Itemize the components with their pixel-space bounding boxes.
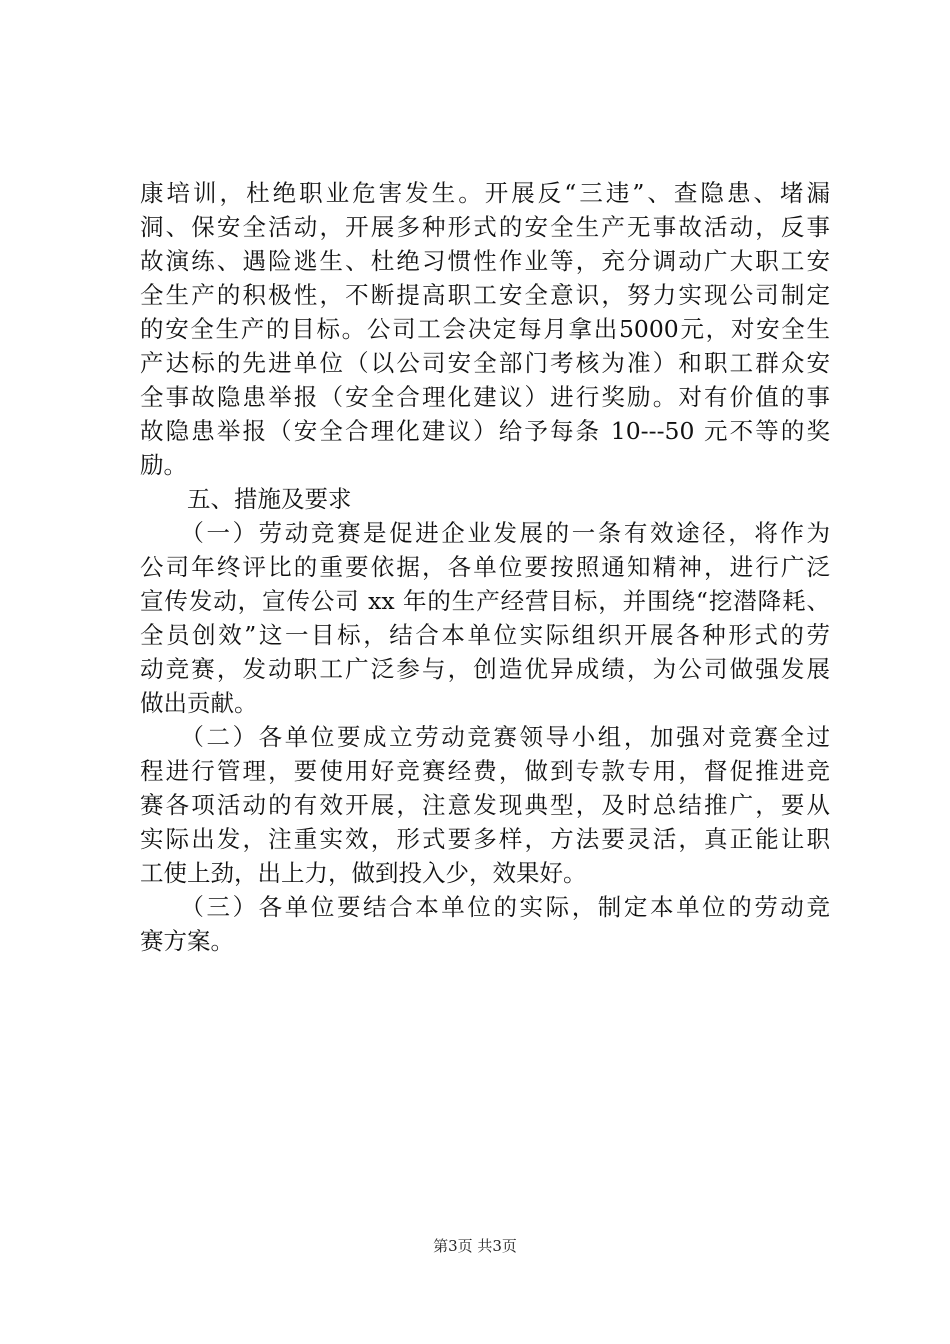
text-line: 五、措施及要求 xyxy=(140,485,352,513)
text-line: 产达标的先进单位（以公司安全部门考核为准）和职工群众安 xyxy=(140,349,830,377)
text-line: 宣传发动，宣传公司 xx 年的生产经营目标，并围绕“挖潜降耗、 xyxy=(140,587,830,615)
text-line: 做出贡献。 xyxy=(140,689,258,717)
text-line: （一）劳动竞赛是促进企业发展的一条有效途径，将作为 xyxy=(140,519,830,547)
text-line: 动竞赛，发动职工广泛参与，创造优异成绩，为公司做强发展 xyxy=(140,655,830,683)
text-line: 故隐患举报（安全合理化建议）给予每条 10---50 元不等的奖 xyxy=(140,417,830,445)
text-line: 洞、保安全活动，开展多种形式的安全生产无事故活动，反事 xyxy=(140,213,830,241)
text-line: 全生产的积极性，不断提高职工安全意识，努力实现公司制定 xyxy=(140,281,830,309)
text-line: （三）各单位要结合本单位的实际，制定本单位的劳动竞 xyxy=(140,893,830,921)
text-line: 公司年终评比的重要依据，各单位要按照通知精神，进行广泛 xyxy=(140,553,830,581)
text-line: 的安全生产的目标。公司工会决定每月拿出5000元，对安全生 xyxy=(140,315,830,343)
text-line: 励。 xyxy=(140,451,187,479)
text-line: 工使上劲，出上力，做到投入少，效果好。 xyxy=(140,859,587,887)
text-line: 赛各项活动的有效开展，注意发现典型，及时总结推广，要从 xyxy=(140,791,830,819)
text-line: 赛方案。 xyxy=(140,927,234,955)
text-line: （二）各单位要成立劳动竞赛领导小组，加强对竞赛全过 xyxy=(140,723,830,751)
text-line: 全员创效”这一目标，结合本单位实际组织开展各种形式的劳 xyxy=(140,621,830,649)
body-text xyxy=(140,176,830,958)
text-line: 实际出发，注重实效，形式要多样，方法要灵活，真正能让职 xyxy=(140,825,830,853)
text-line: 程进行管理，要使用好竞赛经费，做到专款专用，督促推进竞 xyxy=(140,757,830,785)
page-footer: 第3页 共3页 xyxy=(433,1237,517,1255)
text-line: 康培训，杜绝职业危害发生。开展反“三违”、查隐患、堵漏 xyxy=(140,179,830,207)
text-line: 全事故隐患举报（安全合理化建议）进行奖励。对有价值的事 xyxy=(140,383,830,411)
text-line: 故演练、遇险逃生、杜绝习惯性作业等，充分调动广大职工安 xyxy=(140,247,830,275)
